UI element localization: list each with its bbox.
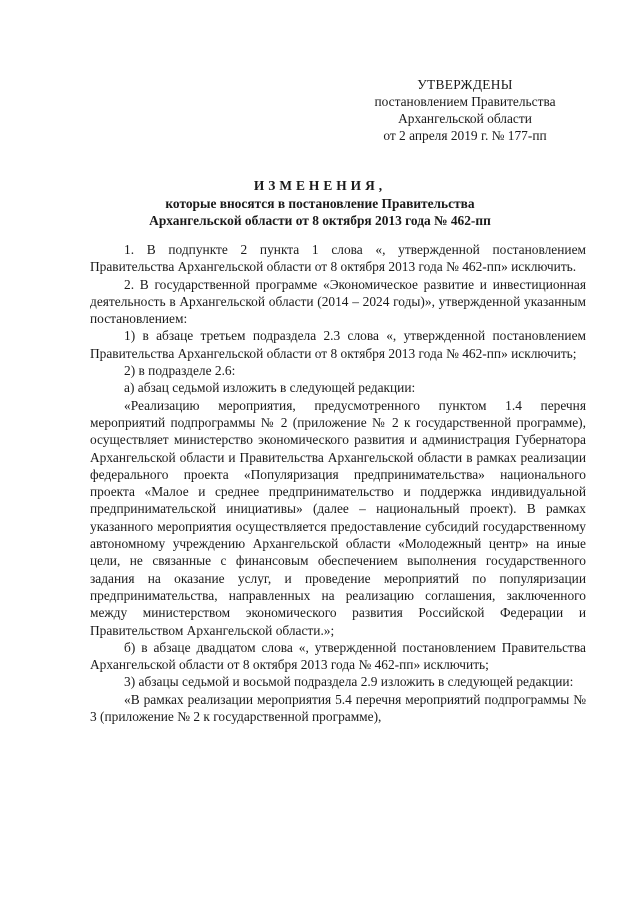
approval-line: постановлением Правительства — [374, 94, 556, 109]
title-line: Архангельской области от 8 октября 2013 года № 462-пп — [149, 213, 491, 228]
paragraph: 2) в подразделе 2.6: — [124, 363, 236, 379]
document-body — [90, 241, 586, 725]
approval-date: от 2 апреля 2019 г. № 177-пп — [383, 128, 547, 143]
paragraph: 1. В подпункте 2 пункта 1 слова «, утвержденной постановлением Правительства Архангельской области от 8 октября 2013 года № 462-пп» исключить. — [90, 242, 586, 275]
title-line: которые вносятся в постановление Правительства — [165, 196, 475, 211]
title-heading: ИЗМЕНЕНИЯ, — [253, 178, 387, 193]
paragraph: 1) в абзаце третьем подраздела 2.3 слова «, утвержденной постановлением Правительства Архангельской области от 8 октября 2013 года № 462-пп» исключить; — [90, 328, 586, 361]
document-title — [90, 177, 550, 229]
paragraph: 2. В государственной программе «Экономическое развитие и инвестиционная деятельность в Архангельской области (2014 – 2024 годы)», утвержденной указанным постановлением: — [90, 276, 586, 327]
approval-heading: УТВЕРЖДЕНЫ — [417, 77, 513, 92]
paragraph: б) в абзаце двадцатом слова «, утвержденной постановлением Правительства Архангельской области от 8 октября 2013 года № 462-пп» исключить; — [90, 639, 586, 673]
approval-line: Архангельской области — [398, 111, 532, 126]
paragraph: «Реализацию мероприятия, предусмотренного пунктом 1.4 перечня мероприятий подпрограммы № 2 (приложение № 2 к государственной программе), осуществляет министерство экономического развития и администрация Губернатора Архангельской области и Правительства Архангельской области в рамках реализации федерального проекта «Популяризация предпринимательства» национального проекта «Малое и среднее предпринимательство и поддержка индивидуальной предпринимательской инициативы» (далее – национальный проект). В рамках указанного мероприятия осуществляется предоставление субсидий государственному автономному учреждению Архангельской области «Молодежный центр» на иные цели, не связанные с финансовым обеспечением выполнения государственного задания на оказание услуг, и проведение мероприятий по популяризации предпринимательства, направленных на реализацию соглашения, заключенного между министерством экономического развития Российской Федерации и Правительством Архангельской области.»; — [90, 397, 586, 638]
paragraph: 3) абзацы седьмой и восьмой подраздела 2.9 изложить в следующей редакции: — [124, 674, 574, 690]
approval-stamp — [350, 76, 580, 144]
paragraph: «В рамках реализации мероприятия 5.4 перечня мероприятий подпрограммы № 3 (приложение № 2 к государственной программе), — [90, 691, 586, 725]
paragraph: а) абзац седьмой изложить в следующей редакции: — [124, 380, 416, 396]
